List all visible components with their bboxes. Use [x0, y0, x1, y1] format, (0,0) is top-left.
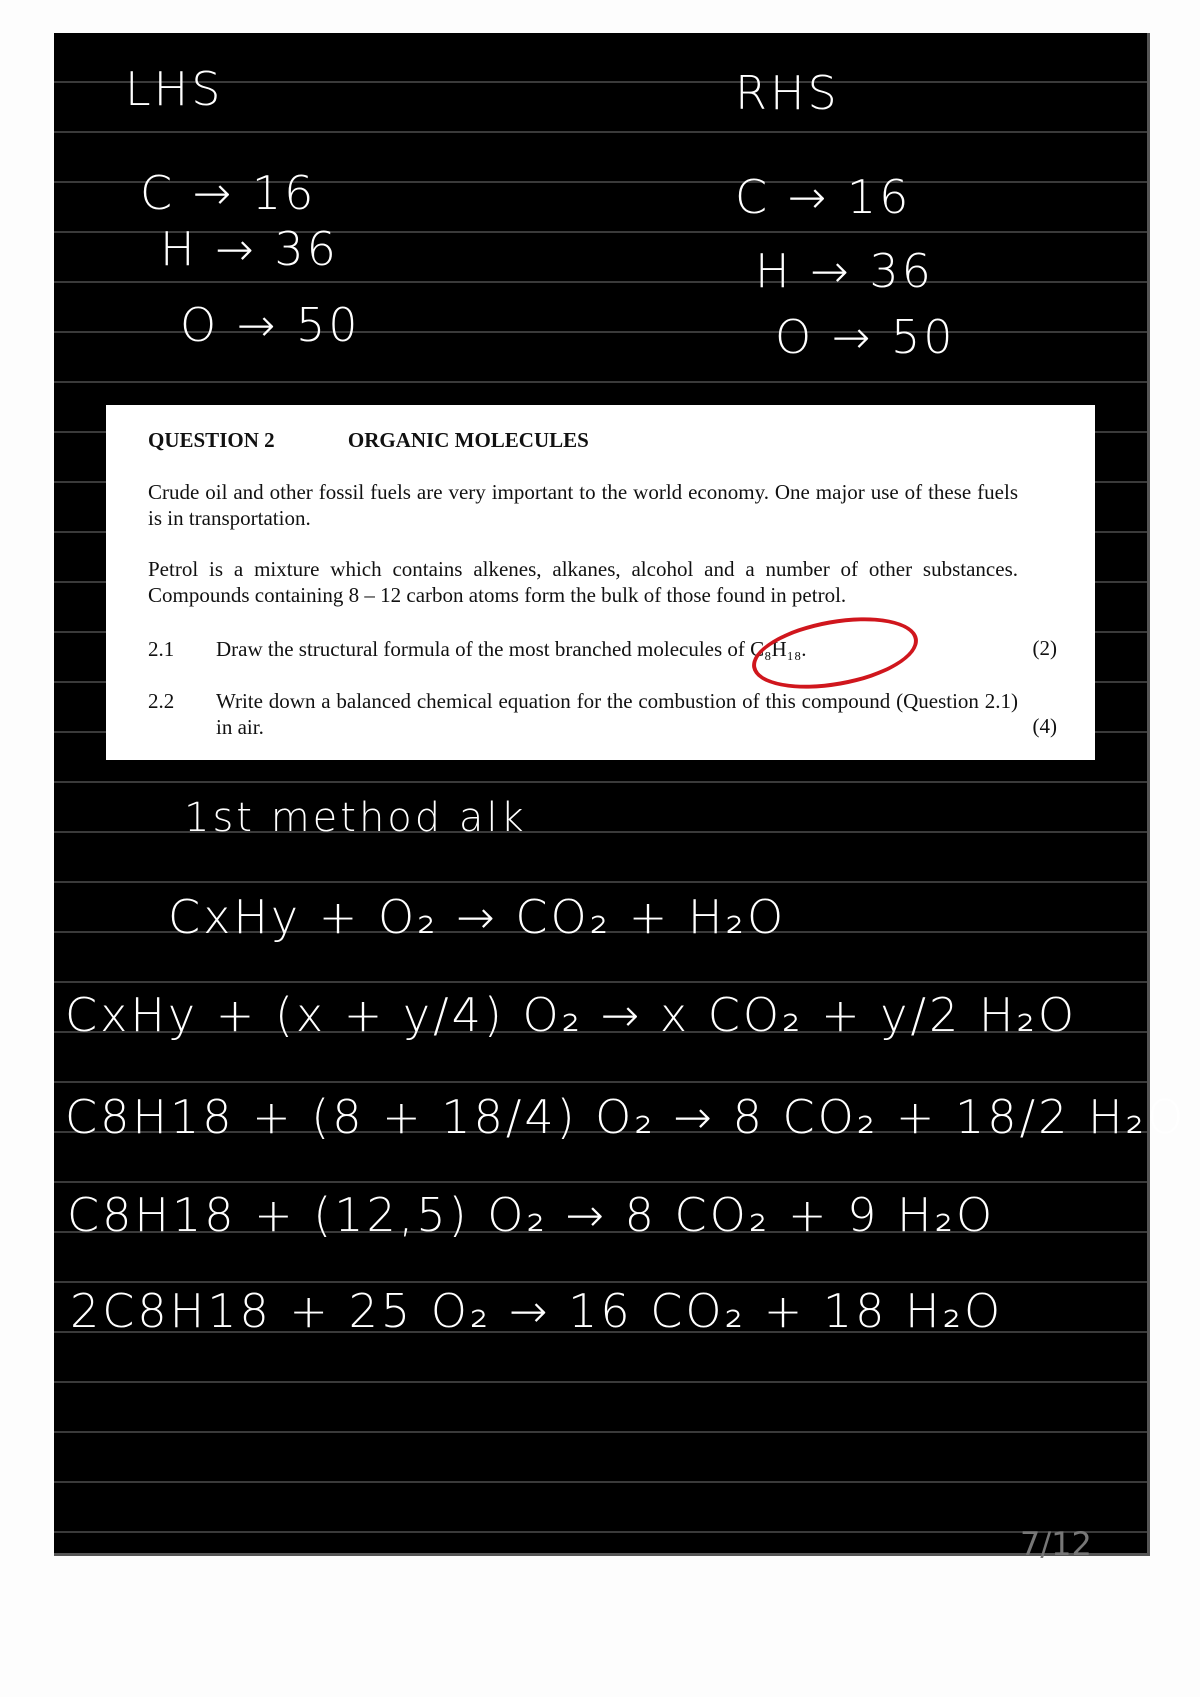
question-heading — [148, 427, 1018, 453]
rhs-label: RHS — [735, 66, 840, 120]
lhs-oxygen: O → 50 — [180, 298, 361, 352]
lhs-carbon: C → 16 — [140, 166, 317, 220]
question-card — [106, 405, 1095, 760]
lhs-label: LHS — [125, 62, 224, 116]
marks-2-1: (2) — [1032, 636, 1057, 660]
question-paragraph-2: Petrol is a mixture which contains alkenes, alkanes, alcohol and a number of other substances. Compounds containing 8 – 12 carbon atoms form the bulk of those found in petrol. — [148, 557, 1018, 607]
marks-2-2: (4) — [1032, 714, 1057, 738]
lhs-hydrogen: H → 36 — [160, 222, 339, 276]
question-item-2-2 — [148, 688, 1018, 740]
item-number: 2.1 — [148, 637, 175, 661]
equation-1: CxHy + O₂ → CO₂ + H₂O — [168, 890, 787, 944]
item-number: 2.2 — [148, 689, 175, 713]
question-title: ORGANIC MOLECULES — [347, 428, 589, 452]
page-indicator: 7/12 — [1020, 1525, 1092, 1563]
item-text: Draw the structural formula of the most branched molecules of C₈H₁₈. — [216, 637, 807, 661]
rhs-carbon: C → 16 — [735, 170, 912, 224]
red-circle-annotation — [747, 606, 924, 700]
question-number: QUESTION 2 — [148, 428, 275, 452]
item-text: Write down a balanced chemical equation for the combustion of this compound (Question 2.1) in air. — [216, 689, 1018, 739]
rhs-oxygen: O → 50 — [775, 310, 956, 364]
equation-2: CxHy + (x + y/4) O₂ → x CO₂ + y/2 H₂O — [65, 988, 1078, 1042]
rhs-hydrogen: H → 36 — [755, 244, 934, 298]
equation-4: C8H18 + (12,5) O₂ → 8 CO₂ + 9 H₂O — [67, 1188, 996, 1242]
equation-5: 2C8H18 + 25 O₂ → 16 CO₂ + 18 H₂O — [70, 1284, 1004, 1338]
equation-3: C8H18 + (8 + 18/4) O₂ → 8 CO₂ + 18/2 H₂O — [65, 1090, 1187, 1144]
question-paragraph-1: Crude oil and other fossil fuels are very important to the world economy. One major use of these fuels is in transportation. — [148, 480, 1018, 530]
method-note: 1st method alk — [184, 795, 527, 841]
